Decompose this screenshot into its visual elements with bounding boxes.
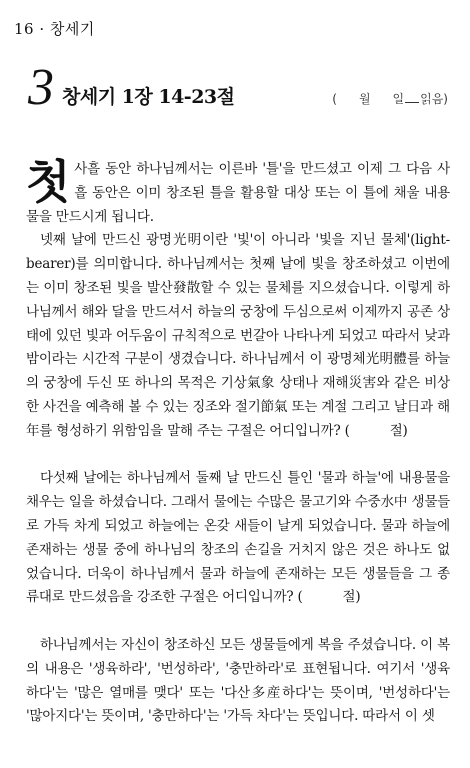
paragraph-3: [26, 467, 450, 610]
running-header: 16 · 창세기: [14, 20, 95, 38]
paragraph-3-end: 절): [342, 589, 361, 606]
reading-label: 읽음): [420, 92, 448, 106]
lesson-title: 창세기 1장 14-23절: [62, 86, 235, 108]
paragraph-1-text: 사흘 동안 하나님께서는 이른바 '틀'을 만드셨고 이제 그 다음 사흘 동안은 이미 창조된 틀을 활용할 대상 또는 이 틀에 채울 내용물을 만드시게 됩니다.: [26, 161, 450, 225]
paragraph-3-text: 다섯째 날에는 하나님께서 둘째 날 만드신 틀인 '물과 하늘'에 내용물을 채우는 일을 하셨습니다. 그래서 물에는 수많은 물고기와 수중水中 생물들로 가득 차게 되었고 하늘에는 온갖 새들이 날게 되었습니다. 물과 하늘에 존재하는 생물 중에 하나님의 창조의 손길을 거치지 않은 것은 하나도 없었습니다. 더욱이 하나님께서 물과 하늘에 존재하는 모든 생물들을 그 종류대로 만드셨음을 강조한 구절은 어디입니까? (: [26, 470, 450, 606]
month-label: 월: [358, 92, 371, 106]
paragraph-4: [26, 634, 450, 729]
drop-cap: 첫: [26, 155, 71, 209]
paragraph-2-end: 절): [389, 422, 408, 439]
lesson-number: 3: [28, 59, 54, 116]
date-open: (: [332, 92, 337, 106]
paragraph-4-text: 하나님께서는 자신이 창조하신 모든 생물들에게 복을 주셨습니다. 이 복의 내용은 '생육하라', '번성하라', '충만하라'로 표현됩니다. 여기서 '생육하다'는 '많은 열매를 맺다' 또는 '다산多産하다'는 뜻이며, '번성하다'는 '많아지다'는 뜻이며, '충만하다'는 '가득 차다'는 뜻입니다. 따라서 이 셋: [26, 636, 450, 725]
lesson-heading: [28, 59, 448, 116]
paragraph-2-text: 넷째 날에 만드신 광명光明이란 '빛'이 아니라 '빛을 지닌 물체'(light-bearer)를 의미합니다. 하나님께서는 첫째 날에 빛을 창조하셨고 이번에는 이미 창조된 빛을 발산發散할 수 있는 물체를 지으셨습니다. 이렇게 하나님께서 해와 달을 만드셔서 하늘의 궁창에 두심으로써 이제까지 공존 상태에 있던 빛과 어두움이 규칙적으로 번갈아 나타나게 되었고 따라서 낮과 밤이라는 시간적 구분이 생겼습니다. 하나님께서 이 광명체光明體를 하늘의 궁창에 두신 또 하나의 목적은 기상氣象 상태나 재해災害와 같은 비상한 사건을 예측해 볼 수 있는 징조와 절기節氣 또는 계절 그리고 날日과 해年를 형성하기 위함임을 말해 주는 구절은 어디입니까? (: [26, 232, 450, 439]
paragraph-2: [26, 229, 450, 443]
day-label: 일: [392, 92, 405, 106]
body-text: [26, 155, 450, 729]
paragraph-1: [26, 155, 450, 229]
reading-date-field: [332, 90, 448, 107]
